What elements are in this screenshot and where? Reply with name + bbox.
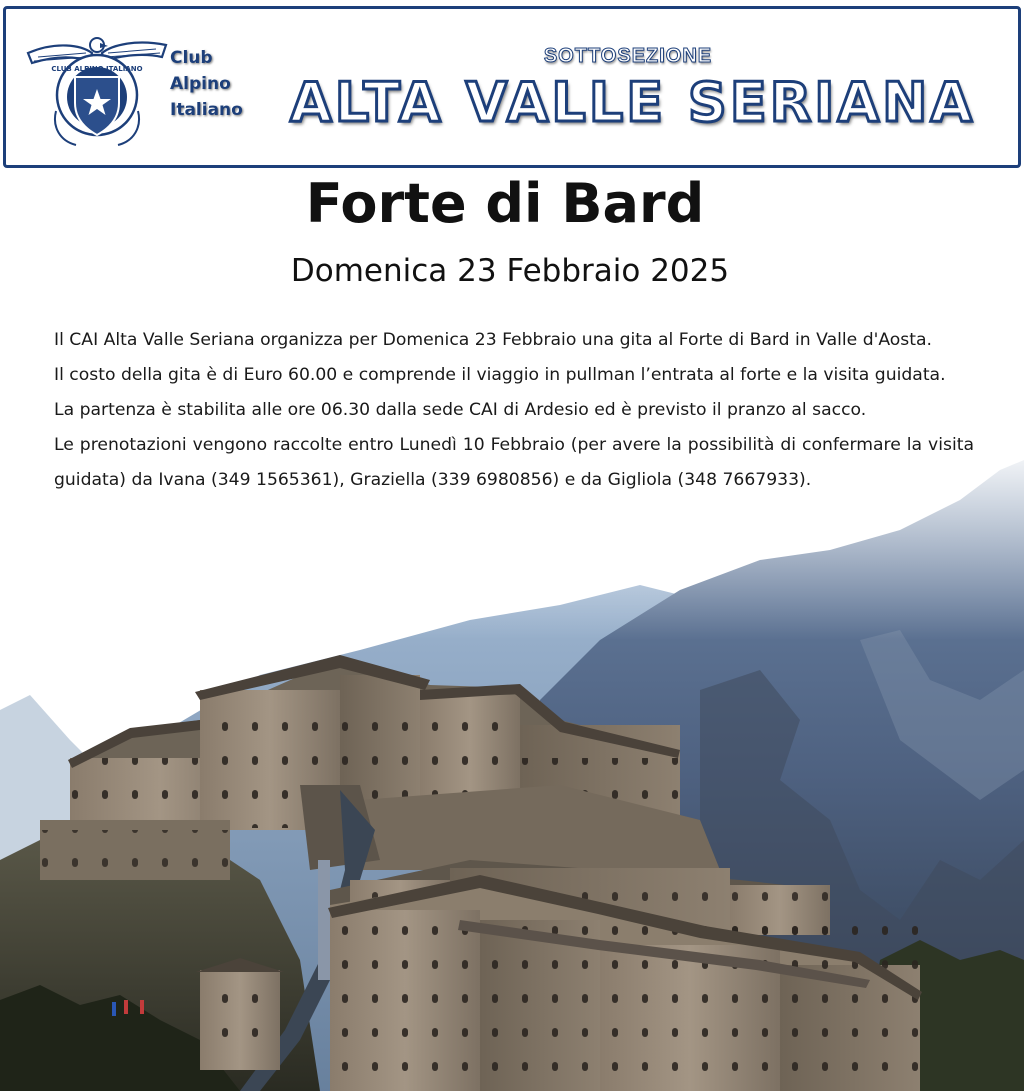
section-name: ALTA VALLE SERIANA [290,71,976,134]
club-line-2: Alpino [170,74,231,94]
paragraph-cost: Il costo della gita è di Euro 60.00 e comprende il viaggio in pullman l’entrata al forte e la visita guidata. [54,365,946,385]
club-name [170,45,280,123]
event-date: Domenica 23 Febbraio 2025 [290,253,730,289]
event-title: Forte di Bard [305,172,705,235]
paragraph-booking: Le prenotazioni vengono raccolte entro Lunedì 10 Febbraio (per avere la possibilità di confermare la visita guidata) da Ivana (349 1565361), Graziella (339 6980856) e da Gigliola (348 7667933). [54,435,974,490]
event-description [54,323,974,498]
sottosezione-label: SOTTOSEZIONE [543,45,713,67]
forte-di-bard-photo [0,440,1024,1091]
club-line-1: Club [170,48,213,68]
logo-ring-text: CLUB ALPINO ITALIANO [51,65,143,73]
club-line-3: Italiano [170,100,243,120]
paragraph-intro: Il CAI Alta Valle Seriana organizza per Domenica 23 Febbraio una gita al Forte di Bard in Valle d'Aosta. [54,330,932,350]
paragraph-departure: La partenza è stabilita alle ore 06.30 dalla sede CAI di Ardesio ed è previsto il pranzo al sacco. [54,400,867,420]
cai-eagle-logo-icon [26,31,168,155]
header-banner [3,6,1021,168]
